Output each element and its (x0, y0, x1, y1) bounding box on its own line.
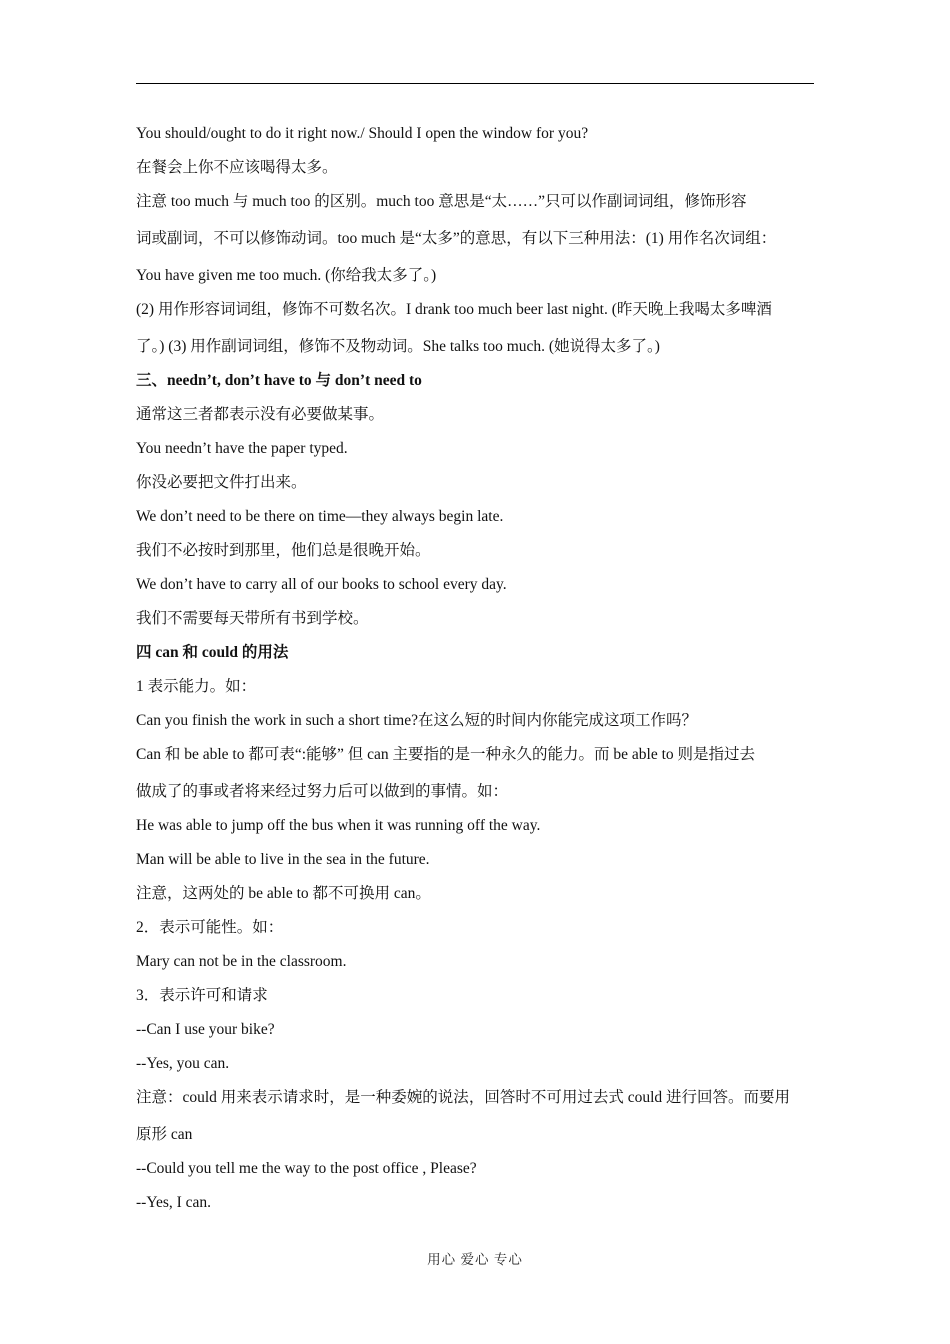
document-body (136, 124, 816, 1227)
text-line: We don’t have to carry all of our books to school every day. (136, 576, 507, 593)
page-footer: 用心 爱心 专心 (427, 1252, 523, 1267)
text-line: 你没必要把文件打出来。 (136, 474, 307, 491)
text-line: --Yes, you can. (136, 1055, 230, 1072)
section-heading: 三、needn’t, don’t have to 与 don’t need to (136, 372, 422, 389)
text-line: Mary can not be in the classroom. (136, 953, 347, 970)
text-line: --Could you tell me the way to the post office , Please? (136, 1160, 477, 1177)
text-line: You needn’t have the paper typed. (136, 440, 348, 457)
text-line: (2) 用作形容词词组，修饰不可数名次。I drank too much beer last night. (昨天晚上我喝太多啤酒 (136, 301, 772, 318)
text-line: 注意：could 用来表示请求时，是一种委婉的说法，回答时不可用过去式 could 进行回答。而要用 (136, 1089, 790, 1106)
text-line: We don’t need to be there on time—they always begin late. (136, 508, 504, 525)
text-line: 1 表示能力。如： (136, 678, 257, 695)
text-line: You should/ought to do it right now./ Should I open the window for you? (136, 125, 589, 142)
text-line: 2．表示可能性。如： (136, 919, 284, 936)
text-line: 我们不必按时到那里，他们总是很晚开始。 (136, 542, 431, 559)
text-line: --Can I use your bike? (136, 1021, 275, 1038)
header-rule (136, 83, 814, 84)
text-line: You have given me too much. (你给我太多了。) (136, 267, 437, 284)
text-line: --Yes, I can. (136, 1194, 212, 1211)
text-line: 注意 too much 与 much too 的区别。much too 意思是“太……”只可以作副词词组，修饰形容 (136, 193, 747, 210)
text-line: 做成了的事或者将来经过努力后可以做到的事情。如： (136, 783, 509, 800)
section-heading: 四 can 和 could 的用法 (136, 644, 289, 661)
text-line: 通常这三者都表示没有必要做某事。 (136, 406, 385, 423)
text-line: 注意，这两处的 be able to 都不可换用 can。 (136, 885, 431, 902)
text-line: He was able to jump off the bus when it was running off the way. (136, 817, 541, 834)
text-line: 3．表示许可和请求 (136, 987, 268, 1004)
text-line: 了。) (3) 用作副词词组，修饰不及物动词。She talks too much. (她说得太多了。) (136, 338, 660, 355)
text-line: Can 和 be able to 都可表“:能够” 但 can 主要指的是一种永久的能力。而 be able to 则是指过去 (136, 746, 756, 763)
text-line: 我们不需要每天带所有书到学校。 (136, 610, 369, 627)
text-line: 词或副词，不可以修饰动词。too much 是“太多”的意思，有以下三种用法：(1) 用作名次词组： (136, 230, 777, 247)
text-line: Can you finish the work in such a short time?在这么短的时间内你能完成这项工作吗？ (136, 712, 697, 729)
text-line: 原形 can (136, 1126, 193, 1143)
text-line: Man will be able to live in the sea in the future. (136, 851, 430, 868)
text-line: 在餐会上你不应该喝得太多。 (136, 159, 338, 176)
